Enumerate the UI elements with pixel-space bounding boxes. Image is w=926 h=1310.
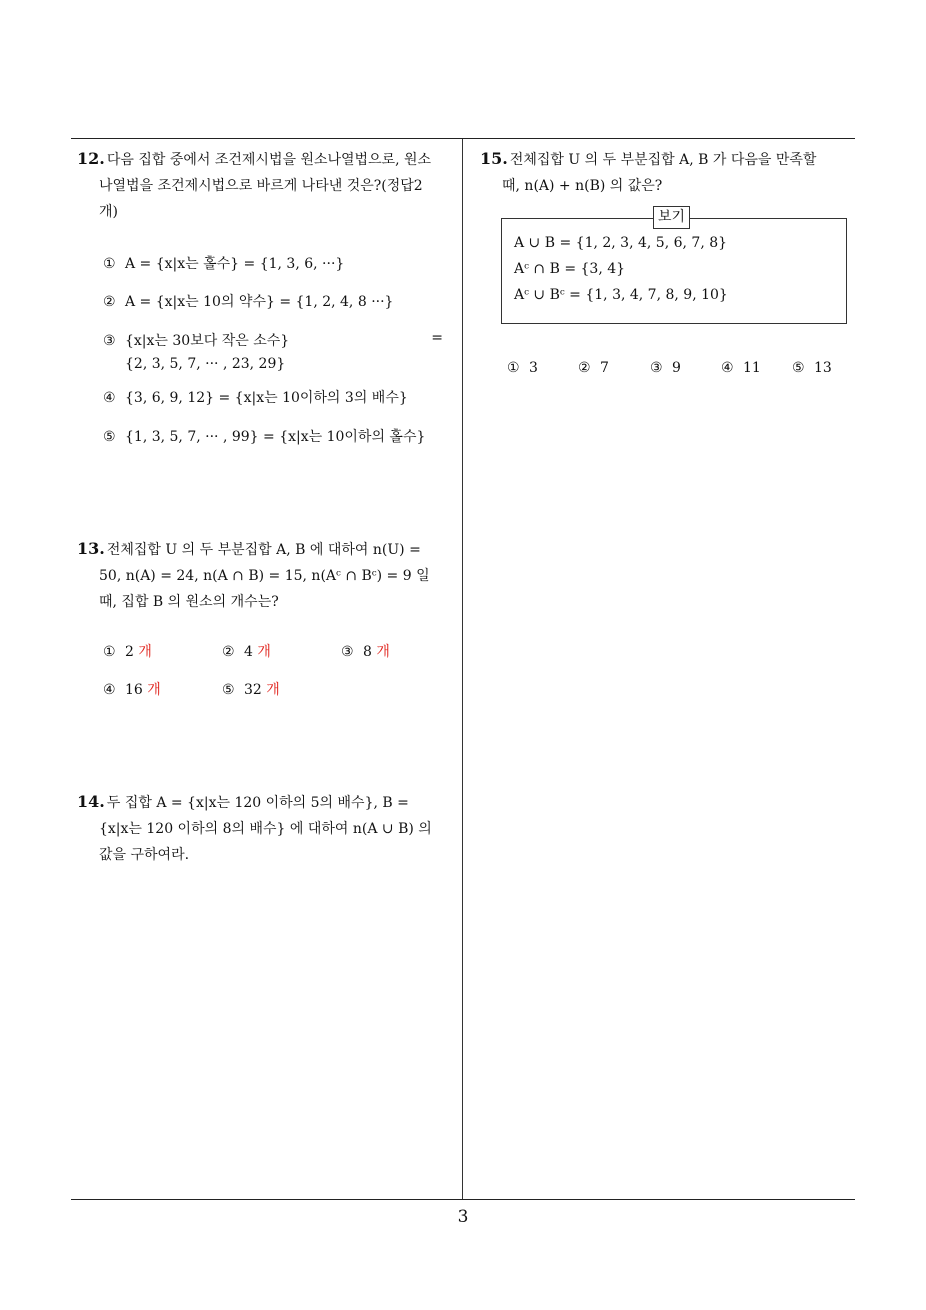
bogi-line-3: Aᶜ ∪ Bᶜ = {1, 3, 4, 7, 8, 9, 10} [514,287,728,303]
q13-option-2-mark: ② [222,644,235,660]
question-13-line-2: 50, n(A) = 24, n(A ∩ B) = 15, n(Aᶜ ∩ Bᶜ) = 9 일 [99,568,430,584]
q12-option-5-text: {1, 3, 5, 7, ··· , 99} = {x|x는 10이하의 홀수} [125,429,426,445]
q12-option-2[interactable] [103,291,393,311]
q12-option-5-mark: ⑤ [103,429,116,445]
q15-option-4-mark: ④ [721,360,734,376]
q15-option-1-mark: ① [507,360,520,376]
top-rule [71,138,855,139]
q12-option-5[interactable] [103,426,425,446]
q13-option-1-value: 2 [125,644,134,660]
q15-option-4-value: 11 [743,360,761,376]
q12-option-3-text-2: {2, 3, 5, 7, ··· , 23, 29} [125,356,286,372]
bottom-rule [71,1199,855,1200]
q15-option-2[interactable] [578,360,609,376]
q12-option-4-mark: ④ [103,390,116,406]
question-12-line-1: 다음 집합 중에서 조건제시법을 원소나열법으로, 원소 [106,152,432,168]
question-12-line-2: 나열법을 조건제시법으로 바르게 나타낸 것은?(정답2 [99,178,423,194]
question-15-number: 15. [480,149,508,168]
q12-option-4[interactable] [103,387,408,407]
question-13-line-1: 전체집합 U 의 두 부분집합 A, B 에 대하여 n(U) = [106,542,421,558]
question-14-line-1: 두 집합 A = {x|x는 120 이하의 5의 배수}, B = [106,795,409,811]
q12-option-3-mark: ③ [103,333,116,349]
q15-option-4[interactable] [721,360,761,376]
q12-option-2-mark: ② [103,294,116,310]
q12-option-4-text: {3, 6, 9, 12} = {x|x는 10이하의 3의 배수} [125,390,408,406]
q13-option-4-value: 16 [125,682,143,698]
q13-option-4-mark: ④ [103,682,116,698]
question-14-number: 14. [77,792,105,811]
q15-option-1[interactable] [507,360,538,376]
q15-option-2-mark: ② [578,360,591,376]
question-13-number: 13. [77,539,105,558]
column-divider [462,139,463,1199]
question-15-line-2: 때, n(A) + n(B) 의 값은? [502,178,663,194]
q12-option-3-continued [125,356,285,372]
q12-option-2-text: A = {x|x는 10의 약수} = {1, 2, 4, 8 ···} [125,294,394,310]
q15-option-5-value: 13 [814,360,832,376]
bogi-line-2: Aᶜ ∩ B = {3, 4} [514,261,626,277]
question-15-line-1: 전체집합 U 의 두 부분집합 A, B 가 다음을 만족할 [509,152,817,168]
q15-option-2-value: 7 [600,360,609,376]
q13-option-2[interactable] [222,641,271,661]
q15-option-3[interactable] [650,360,681,376]
question-15 [480,146,858,199]
q13-option-2-unit: 개 [257,644,271,660]
q13-option-3-unit: 개 [376,644,390,660]
q13-option-1-mark: ① [103,644,116,660]
q12-option-1[interactable] [103,253,344,273]
q15-option-1-value: 3 [529,360,538,376]
q12-option-3-text: {x|x는 30보다 작은 소수} [125,333,290,349]
q12-option-3[interactable] [103,330,443,350]
q13-option-3-mark: ③ [341,644,354,660]
q15-option-5[interactable] [792,360,832,376]
question-14-line-2: {x|x는 120 이하의 8의 배수} 에 대하여 n(A ∪ B) 의 [99,821,432,837]
bogi-title: 보기 [653,206,690,229]
question-12-text [77,146,455,225]
q15-option-3-value: 9 [672,360,681,376]
question-12-number: 12. [77,149,105,168]
q12-option-1-mark: ① [103,256,116,272]
question-12 [77,146,455,225]
q12-option-3-equals: = [431,330,443,346]
q13-option-4-unit: 개 [147,682,161,698]
q13-option-1-unit: 개 [138,644,152,660]
q13-option-5[interactable] [222,679,280,699]
q13-option-3[interactable] [341,641,390,661]
q13-option-1[interactable] [103,641,152,661]
q13-option-3-value: 8 [363,644,372,660]
q13-option-2-value: 4 [244,644,253,660]
question-12-line-3: 개) [99,204,118,220]
question-13-line-3: 때, 집합 B 의 원소의 개수는? [99,594,279,610]
page-number: 3 [457,1207,469,1227]
q12-option-1-text: A = {x|x는 홀수} = {1, 3, 6, ···} [125,256,345,272]
question-13 [77,536,455,615]
bogi-line-1: A ∪ B = {1, 2, 3, 4, 5, 6, 7, 8} [514,235,728,251]
q15-option-5-mark: ⑤ [792,360,805,376]
question-14 [77,789,455,868]
question-14-line-3: 값을 구하여라. [99,847,190,863]
q13-option-4[interactable] [103,679,161,699]
q13-option-5-unit: 개 [266,682,280,698]
q13-option-5-mark: ⑤ [222,682,235,698]
q13-option-5-value: 32 [244,682,262,698]
q15-option-3-mark: ③ [650,360,663,376]
